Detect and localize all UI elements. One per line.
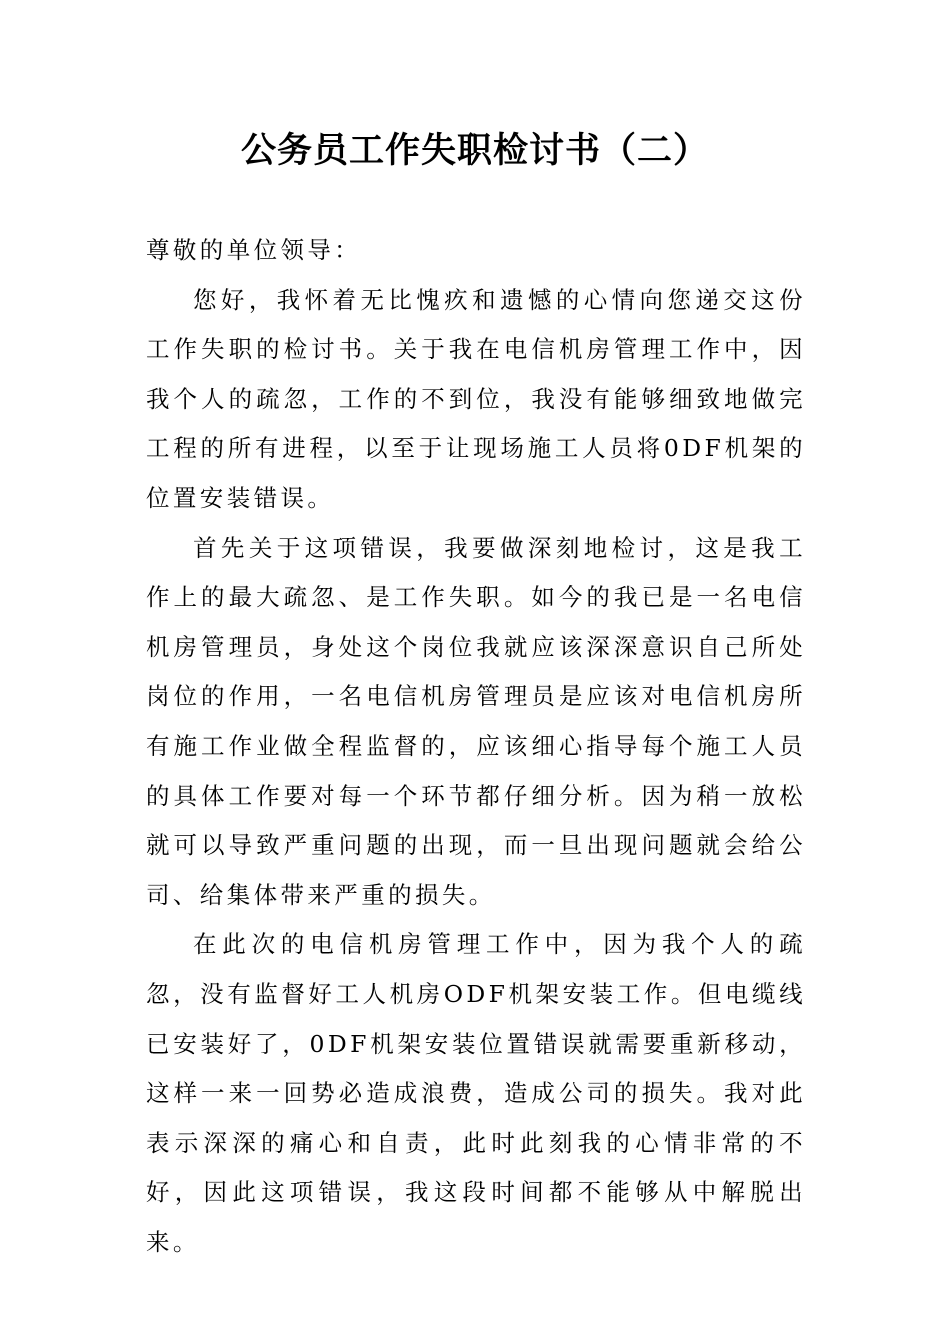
paragraph-2: 首先关于这项错误，我要做深刻地检讨，这是我工作上的最大疏忽、是工作失职。如今的我已是一名电信机房管理员，身处这个岗位我就应该深深意识自己所处岗位的作用，一名电信机房管理员是应该对电信机房所有施工作业做全程监督的，应该细心指导每个施工人员的具体工作要对每一个环节都仔细分析。因为稍一放松就可以导致严重问题的出现，而一旦出现问题就会给公司、给集体带来严重的损失。	[146, 533, 806, 909]
document-title: 公务员工作失职检讨书（二）	[240, 130, 709, 171]
paragraph-3: 在此次的电信机房管理工作中，因为我个人的疏忽，没有监督好工人机房ODF机架安装工作。但电缆线已安装好了，0DF机架安装位置错误就需要重新移动，这样一来一回势必造成浪费，造成公司的损失。我对此表示深深的痛心和自责，此时此刻我的心情非常的不好，因此这项错误，我这段时间都不能够从中解脱出来。	[146, 930, 806, 1256]
document-body	[146, 226, 806, 1267]
salutation: 尊敬的单位领导：	[146, 236, 362, 264]
paragraph-1: 您好，我怀着无比愧疚和遗憾的心情向您递交这份工作失职的检讨书。关于我在电信机房管理工作中，因我个人的疏忽，工作的不到位，我没有能够细致地做完工程的所有进程，以至于让现场施工人员将0DF机架的位置安装错误。	[146, 285, 806, 512]
